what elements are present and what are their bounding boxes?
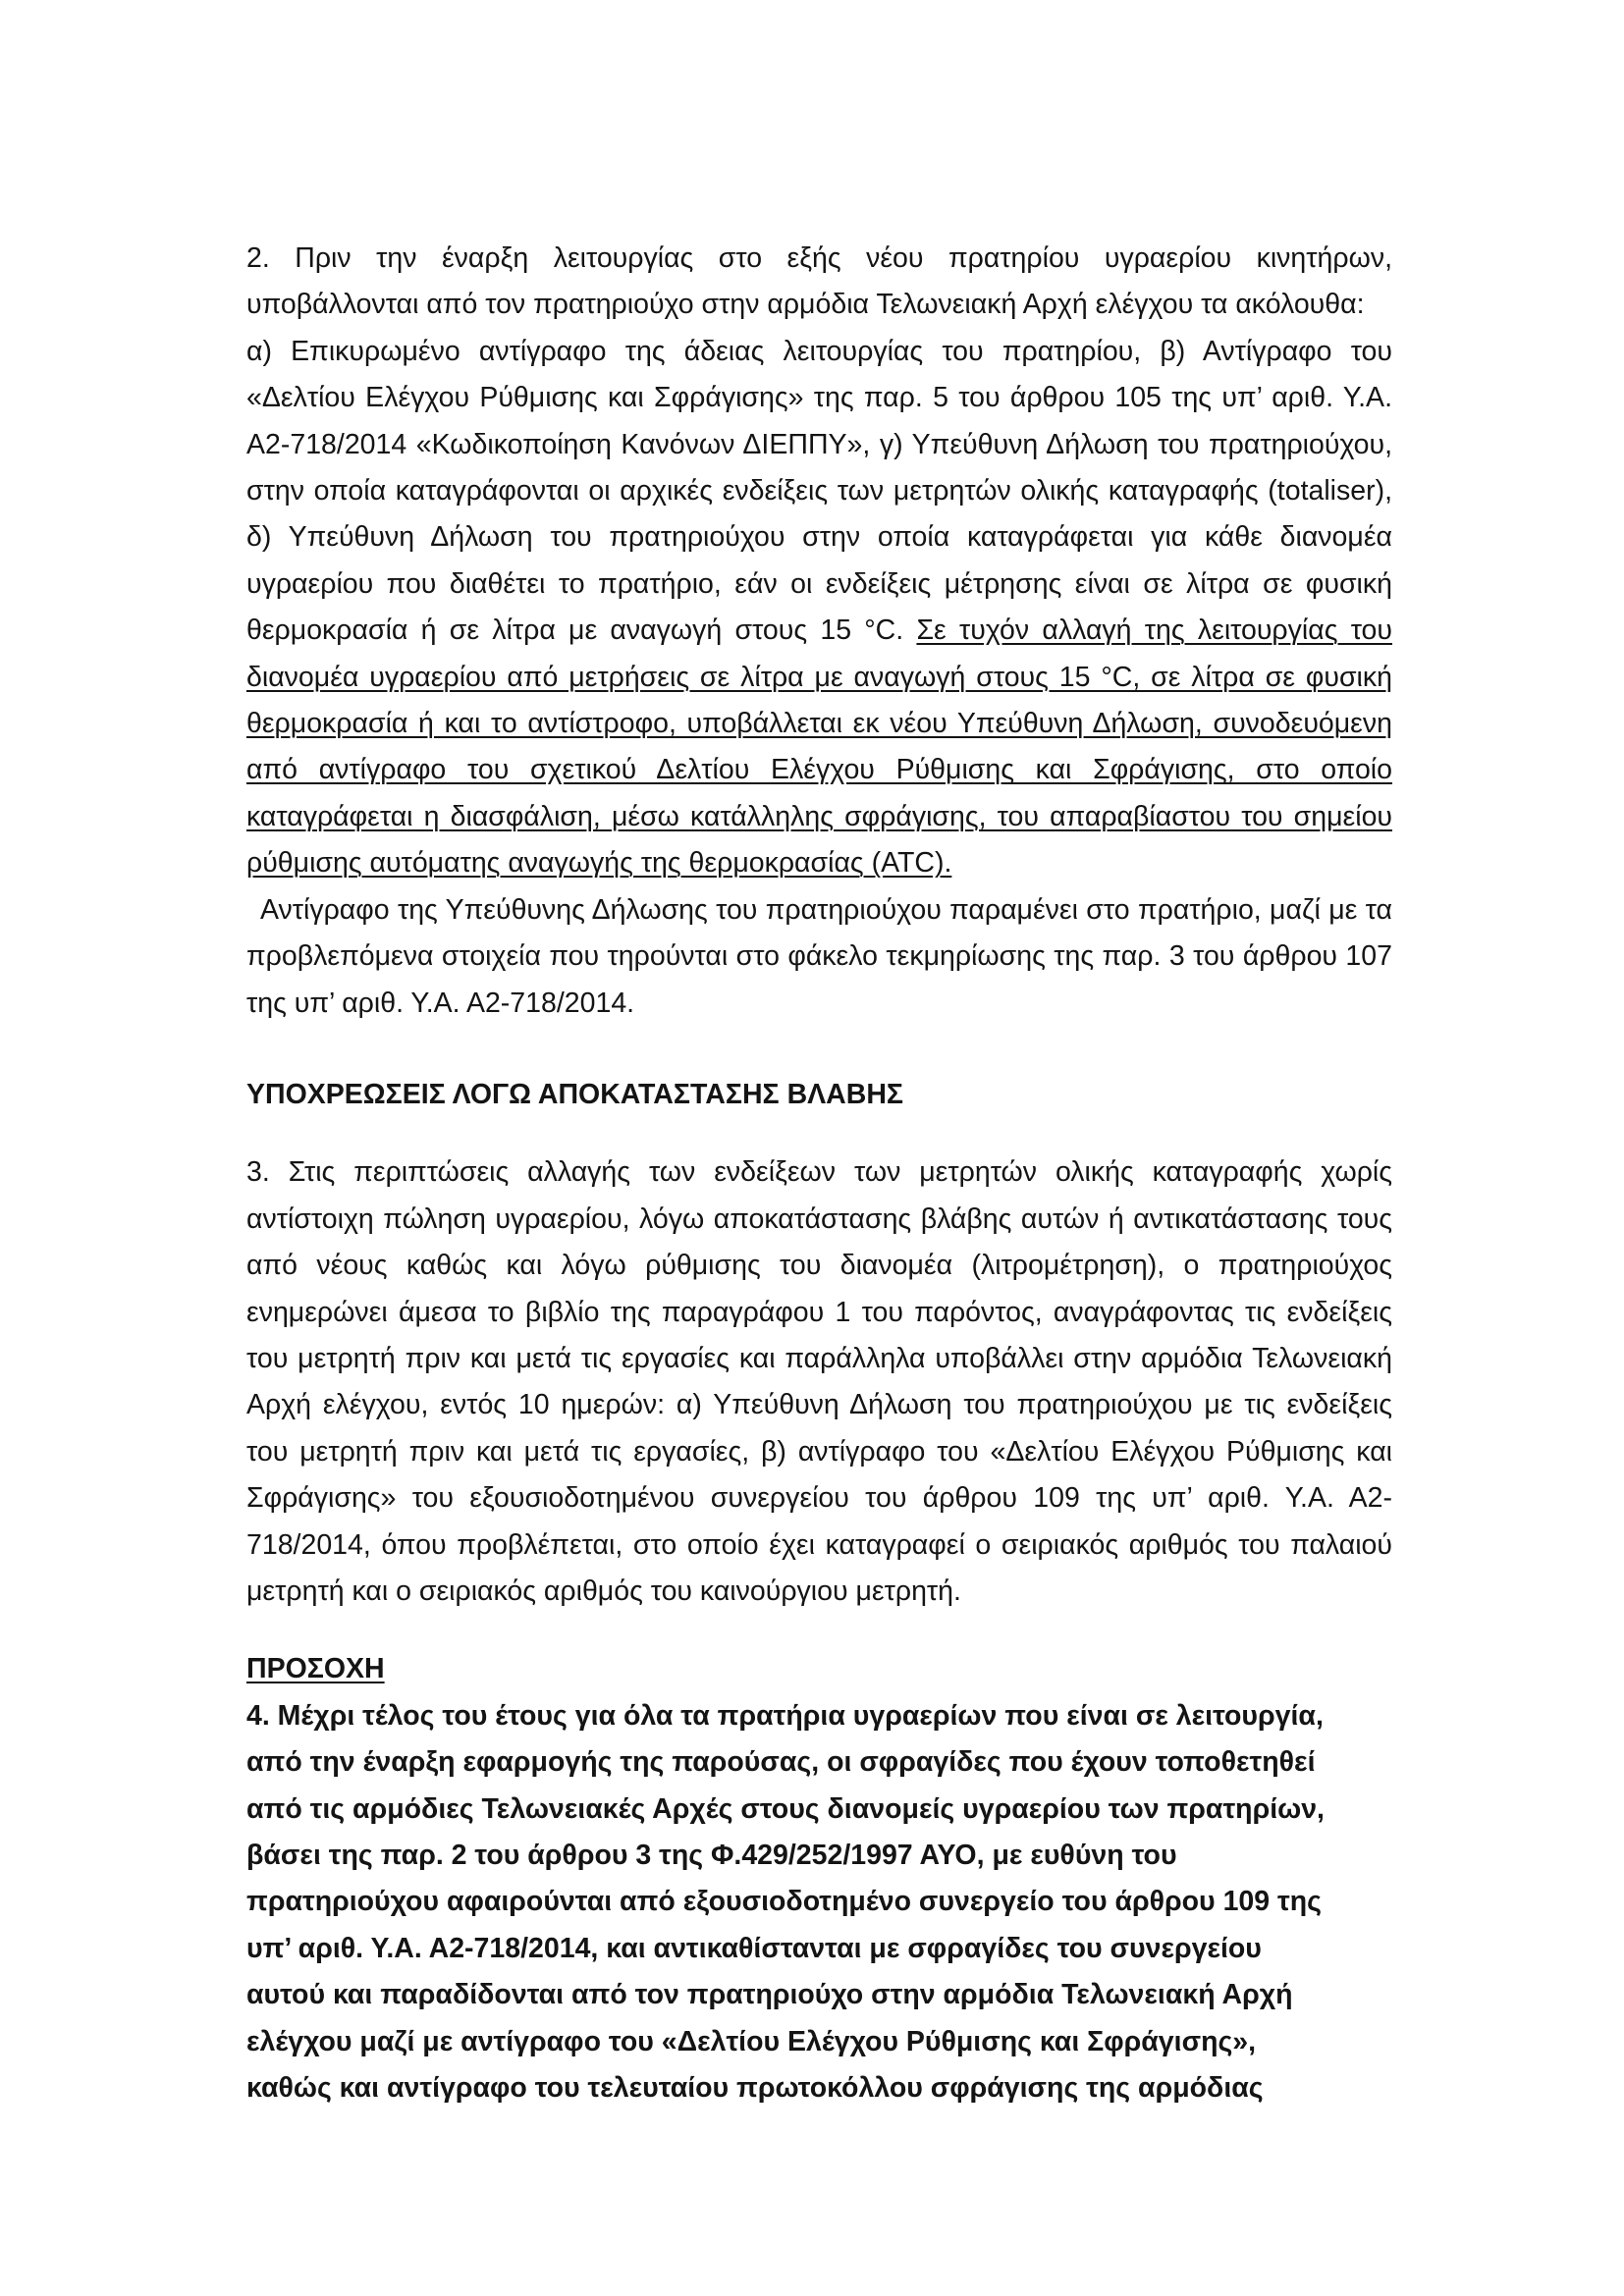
- paragraph-4-line: από τις αρμόδιες Τελωνειακές Αρχές στους διανομείς υγραερίου των πρατηρίων,: [246, 1792, 1325, 1825]
- paragraph-4-line: καθώς και αντίγραφο του τελευταίου πρωτοκόλλου σφράγισης της αρμόδιας: [246, 2072, 1264, 2105]
- paragraph-4-line: 4. Μέχρι τέλος του έτους για όλα τα πρατήρια υγραερίων που είναι σε λειτουργία,: [246, 1699, 1324, 1732]
- paragraph-2-copy-note: Αντίγραφο της Υπεύθυνης Δήλωσης του πρατηριούχου παραμένει στο πρατήριο, μαζί με τα προβλεπόμενα στοιχεία που τηρούνται στο φάκελο τεκμηρίωσης της παρ. 3 του άρθρου 107 της υπ’ αριθ. Υ.Α. Α2-718/2014.: [246, 893, 1392, 1019]
- paragraph-4-line: βάσει της παρ. 2 του άρθρου 3 της Φ.429/252/1997 ΑΥΟ, με ευθύνη του: [246, 1840, 1177, 1871]
- paragraph-2-items: [246, 329, 1392, 887]
- paragraph-2-intro: 2. Πριν την έναρξη λειτουργίας στο εξής νέου πρατηρίου υγραερίου κινητήρων, υποβάλλονται από τον πρατηριούχο στην αρμόδια Τελωνειακή Αρχή ελέγχου τα ακόλουθα:: [246, 242, 1392, 321]
- heading-damage-obligations: ΥΠΟΧΡΕΩΣΕΙΣ ΛΟΓΩ ΑΠΟΚΑΤΑΣΤΑΣΗΣ ΒΛΑΒΗΣ: [246, 1078, 904, 1110]
- paragraph-4-line: υπ’ αριθ. Υ.Α. Α2-718/2014, και αντικαθίστανται με σφραγίδες του συνεργείου: [246, 1932, 1262, 1964]
- paragraph-4-line: πρατηριούχου αφαιρούνται από εξουσιοδοτημένο συνεργείο του άρθρου 109 της: [246, 1886, 1322, 1918]
- paragraph-4-line: από την έναρξη εφαρμογής της παρούσας, οι σφραγίδες που έχουν τοποθετηθεί: [246, 1746, 1316, 1779]
- heading-attention: ΠΡΟΣΟΧΗ: [246, 1653, 385, 1685]
- paragraph-4-line: ελέγχου μαζί με αντίγραφο του «Δελτίου Ελέγχου Ρύθμισης και Σφράγισης»,: [246, 2025, 1257, 2057]
- paragraph-4-line: αυτού και παραδίδονται από τον πρατηριούχο στην αρμόδια Τελωνειακή Αρχή: [246, 1979, 1293, 2011]
- paragraph-2-underlined-text: Σε τυχόν αλλαγή της λειτουργίας του διανομέα υγραερίου από μετρήσεις σε λίτρα με αναγωγή στους 15 °C, σε λίτρα σε φυσική θερμοκρασία ή και το αντίστροφο, υποβάλλεται εκ νέου Υπεύθυνη Δήλωση, συνοδευόμενη από αντίγραφο του σχετικού Δελτίου Ελέγχου Ρύθμισης και Σφράγισης, στο οποίο καταγράφεται η διασφάλιση, μέσω κατάλληλης σφράγισης, του απαραβίαστου του σημείου ρύθμισης αυτόματης αναγωγής της θερμοκρασίας (ATC).: [246, 614, 1392, 880]
- document-page: [246, 236, 1392, 2111]
- paragraph-3: 3. Στις περιπτώσεις αλλαγής των ενδείξεων των μετρητών ολικής καταγραφής χωρίς αντίστοιχη πώληση υγραερίου, λόγω αποκατάστασης βλάβης αυτών ή αντικατάστασης τους από νέους καθώς και λόγω ρύθμισης του διανομέα (λιτρομέτρηση), ο πρατηριούχος ενημερώνει άμεσα το βιβλίο της παραγράφου 1 του παρόντος, αναγράφοντας τις ενδείξεις του μετρητή πριν και μετά τις εργασίες και παράλληλα υποβάλλει στην αρμόδια Τελωνειακή Αρχή ελέγχου, εντός 10 ημερών: α) Υπεύθυνη Δήλωση του πρατηριούχου με τις ενδείξεις του μετρητή πριν και μετά τις εργασίες, β) αντίγραφο του «Δελτίου Ελέγχου Ρύθμισης και Σφράγισης» του εξουσιοδοτημένου συνεργείου του άρθρου 109 της υπ’ αριθ. Υ.Α. Α2-718/2014, όπου προβλέπεται, στο οποίο έχει καταγραφεί ο σειριακός αριθμός του παλαιού μετρητή και ο σειριακός αριθμός του καινούργιου μετρητή.: [246, 1156, 1392, 1607]
- paragraph-2-items-text: α) Επικυρωμένο αντίγραφο της άδειας λειτουργίας του πρατηρίου, β) Αντίγραφο του «Δελτίου Ελέγχου Ρύθμισης και Σφράγισης» της παρ. 5 του άρθρου 105 της υπ’ αριθ. Υ.Α. Α2-718/2014 «Κωδικοποίηση Κανόνων ΔΙΕΠΠΥ», γ) Υπεύθυνη Δήλωση του πρατηριούχου, στην οποία καταγράφονται οι αρχικές ενδείξεις των μετρητών ολικής καταγραφής (totaliser), δ) Υπεύθυνη Δήλωση του πρατηριούχου στην οποία καταγράφεται για κάθε διανομέα υγραερίου που διαθέτει το πρατήριο, εάν οι ενδείξεις μέτρησης είναι σε λίτρα σε φυσική θερμοκρασία ή σε λίτρα με αναγωγή στους 15 °C.: [246, 335, 1392, 647]
- paragraph-4: [246, 1693, 1392, 2112]
